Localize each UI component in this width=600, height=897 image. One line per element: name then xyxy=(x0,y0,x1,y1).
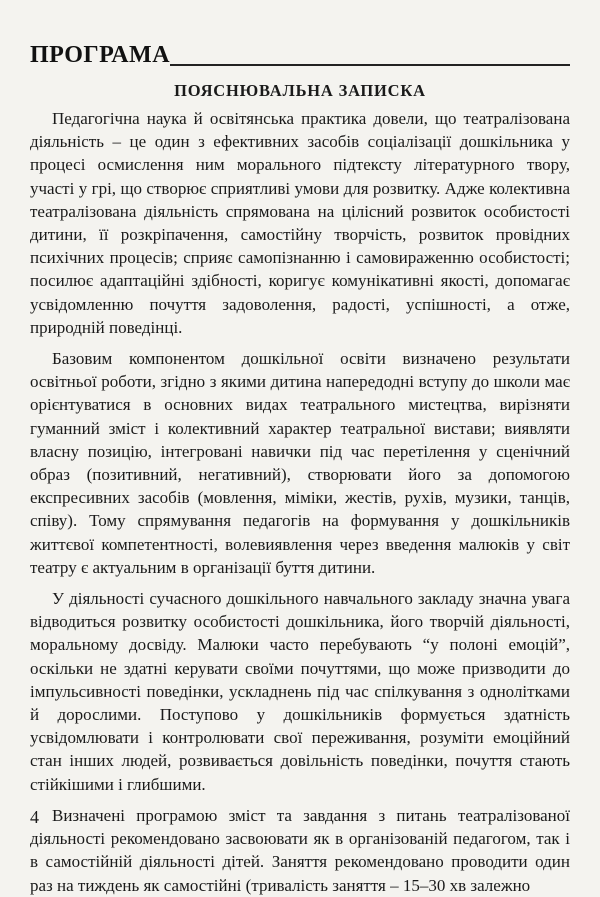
body-text xyxy=(30,107,570,897)
section-heading: ПОЯСНЮВАЛЬНА ЗАПИСКА xyxy=(174,81,426,100)
program-title: ПРОГРАМА xyxy=(30,42,171,68)
page-number: 4 xyxy=(30,807,39,827)
paragraph-1: Педагогічна наука й освітянська практика довели, що театралізована діяльність – це один з ефективних засобів соціалізації дошкільника у процесі осмислення ним морального підтексту літературного твору, участі у грі, що створює сприятливі умови для розвитку. Адже колективна театралізована діяльність спрямована на цілісний розвиток особистості дитини, її розкріпачення, самостійну творчість, розвиток провідних психічних процесів; сприяє самопізнанню і самовираженню особистості; посилює адаптаційні здібності, коригує комунікативні якості, допомагає усвідомленню почуття задоволення, радості, успішності, а отже, природній поведінці. xyxy=(30,109,570,337)
paragraph-3: У діяльності сучасного дошкільного навчального закладу значна увага відводиться розвитку особистості дошкільника, його творчій діяльності, моральному досвіду. Малюки часто перебувають “у полоні емоцій”, оскільки не здатні керувати своїми почуттями, що може призводити до імпульсивності поведінки, ускладнень під час спілкування з однолітками й дорослими. Поступово у дошкільників формується здатність усвідомлювати і контролювати свої переживання, розуміти емоційний стан інших людей, розвивається довільність поведінки, почуття стають стійкішими і глибшими. xyxy=(30,589,570,794)
paragraph-4: Визначені програмою зміст та завдання з питань театралізованої діяльності рекомендовано засвоювати як в організованій педагогом, так і в самостійній діяльності дітей. Заняття рекомендовано проводити один раз на тиждень як самостійні (тривалість заняття – 15–30 хв залежно xyxy=(30,805,570,895)
page-header xyxy=(30,40,570,70)
paragraph-2: Базовим компонентом дошкільної освіти визначено результати освітньої роботи, згідно з якими дитина напередодні вступу до школи має орієнтуватися в основних видах театрального мистецтва, вирізняти гуманний зміст і колективний характер театральної вистави; виявляти власну позицію, інтегровані навички під час перетілення у сценічний образ (позитивний, негативний), створювати його за допомогою експресивних засобів (мовлення, міміки, жестів, рухів, музики, танців, співу). Тому спрямування педагогів на формування у дошкільників життєвої компетентності, волевиявлення через введення малюків у світ театру є актуальним в організації буття дитини. xyxy=(30,349,570,577)
header-rule xyxy=(170,64,570,66)
